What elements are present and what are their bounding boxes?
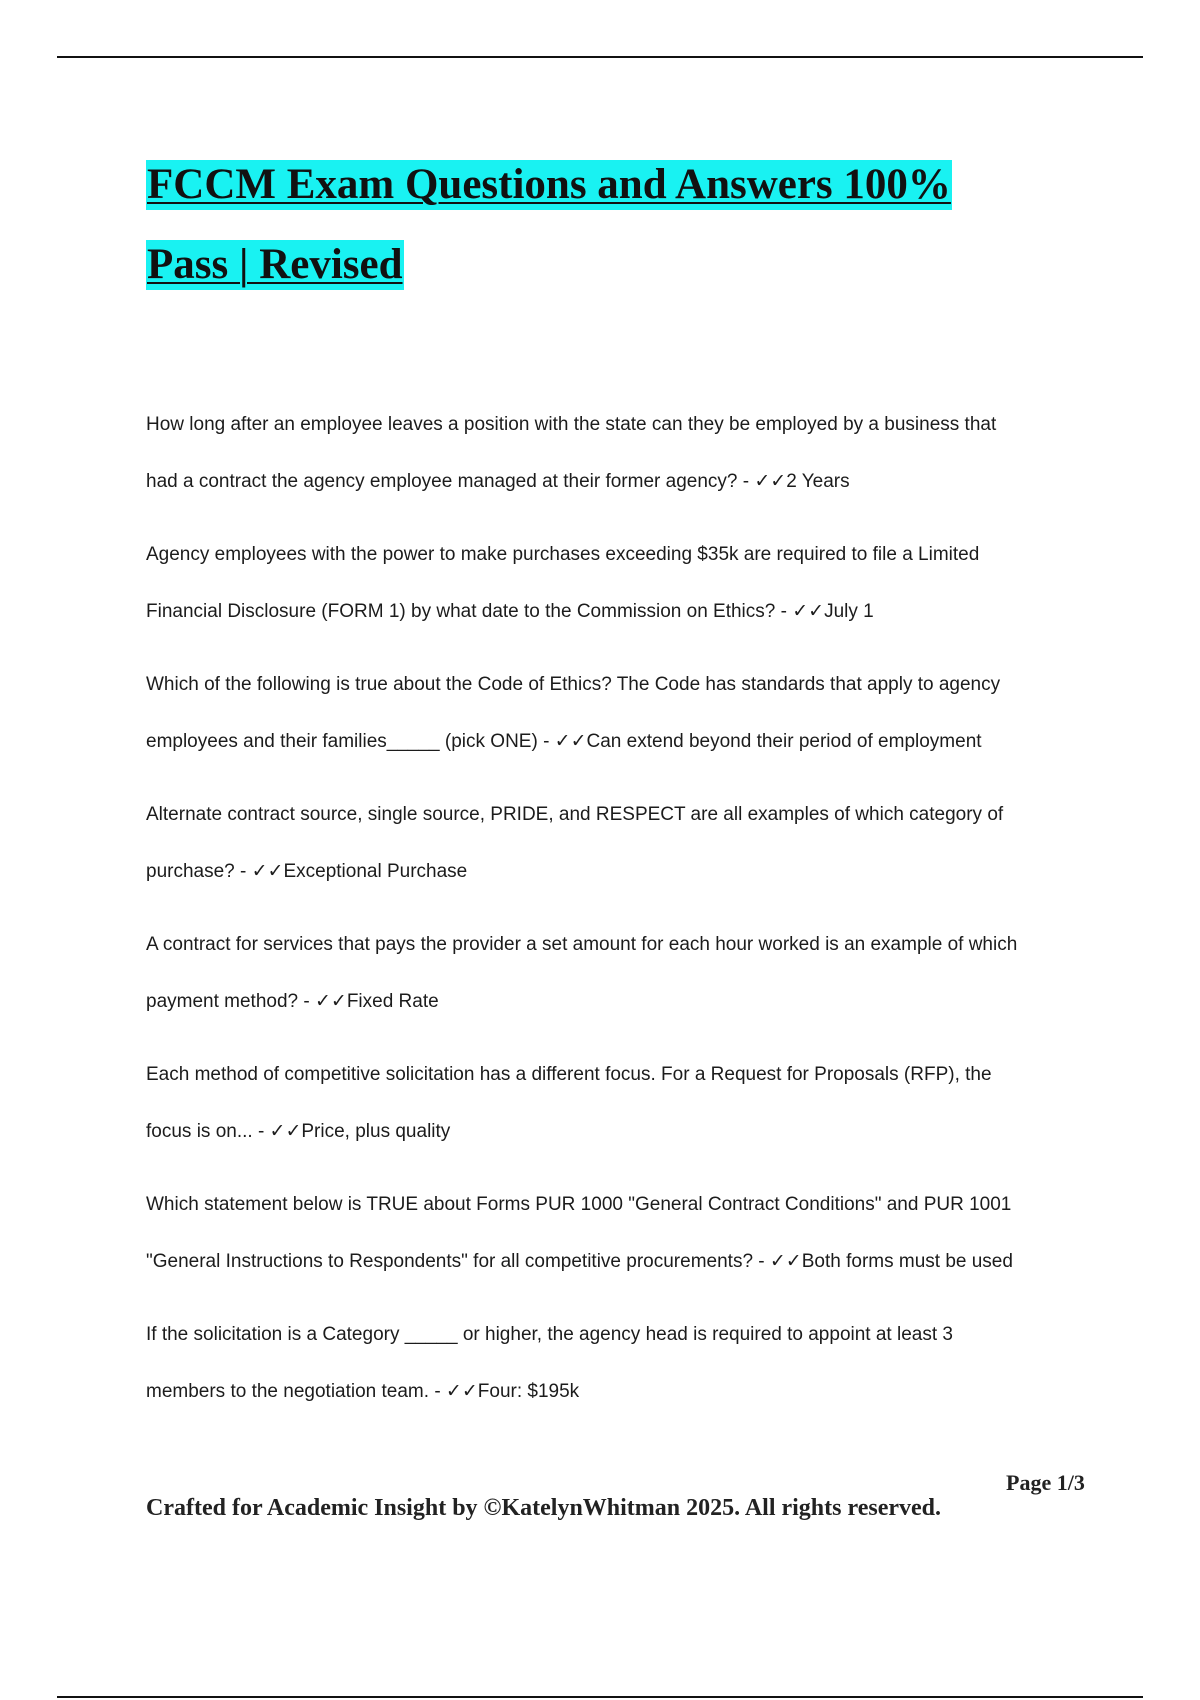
- question-text: Which statement below is TRUE about Forms PUR 1000 "General Contract Conditions" and PUR 1001: [146, 1194, 1012, 1215]
- question-answer-text: members to the negotiation team. - ✓✓Four: $195k: [146, 1381, 580, 1402]
- question-text: Each method of competitive solicitation has a different focus. For a Request for Proposals (RFP), the: [146, 1064, 992, 1085]
- qa-item: [146, 916, 1096, 1030]
- qa-item: [146, 1176, 1096, 1290]
- page-number: Page 1/3: [1006, 1470, 1085, 1495]
- question-answer-text: had a contract the agency employee managed at their former agency? - ✓✓2 Years: [146, 471, 850, 492]
- question-answer-text: purchase? - ✓✓Exceptional Purchase: [146, 861, 468, 882]
- document-title: [146, 160, 1086, 290]
- question-text: Alternate contract source, single source, PRIDE, and RESPECT are all examples of which category of: [146, 804, 1004, 825]
- question-text: Which of the following is true about the Code of Ethics? The Code has standards that apply to agency: [146, 674, 1001, 695]
- question-answer-text: "General Instructions to Respondents" for all competitive procurements? - ✓✓Both forms must be used: [146, 1251, 1013, 1272]
- qa-item: [146, 656, 1096, 770]
- qa-item: [146, 1306, 1096, 1420]
- qa-item: [146, 526, 1096, 640]
- question-answer-text: focus is on... - ✓✓Price, plus quality: [146, 1121, 451, 1142]
- question-text: Agency employees with the power to make purchases exceeding $35k are required to file a Limited: [146, 544, 980, 565]
- question-text: A contract for services that pays the provider a set amount for each hour worked is an example of which: [146, 934, 1018, 955]
- qa-item: [146, 1046, 1096, 1160]
- question-answer-text: Financial Disclosure (FORM 1) by what date to the Commission on Ethics? - ✓✓July 1: [146, 601, 874, 622]
- qa-list: [146, 396, 1096, 1436]
- copyright-footer: Crafted for Academic Insight by ©KatelynWhitman 2025. All rights reserved.: [146, 1495, 941, 1521]
- title-line-1: FCCM Exam Questions and Answers 100%: [147, 161, 951, 208]
- bottom-rule: [57, 1696, 1143, 1698]
- qa-item: [146, 786, 1096, 900]
- question-answer-text: employees and their families_____ (pick ONE) - ✓✓Can extend beyond their period of employment: [146, 731, 982, 752]
- qa-item: [146, 396, 1096, 510]
- question-text: If the solicitation is a Category _____ or higher, the agency head is required to appoint at least 3: [146, 1324, 953, 1345]
- top-rule: [57, 56, 1143, 58]
- question-answer-text: payment method? - ✓✓Fixed Rate: [146, 991, 439, 1012]
- question-text: How long after an employee leaves a position with the state can they be employed by a business that: [146, 414, 997, 435]
- title-line-2: Pass | Revised: [147, 241, 403, 288]
